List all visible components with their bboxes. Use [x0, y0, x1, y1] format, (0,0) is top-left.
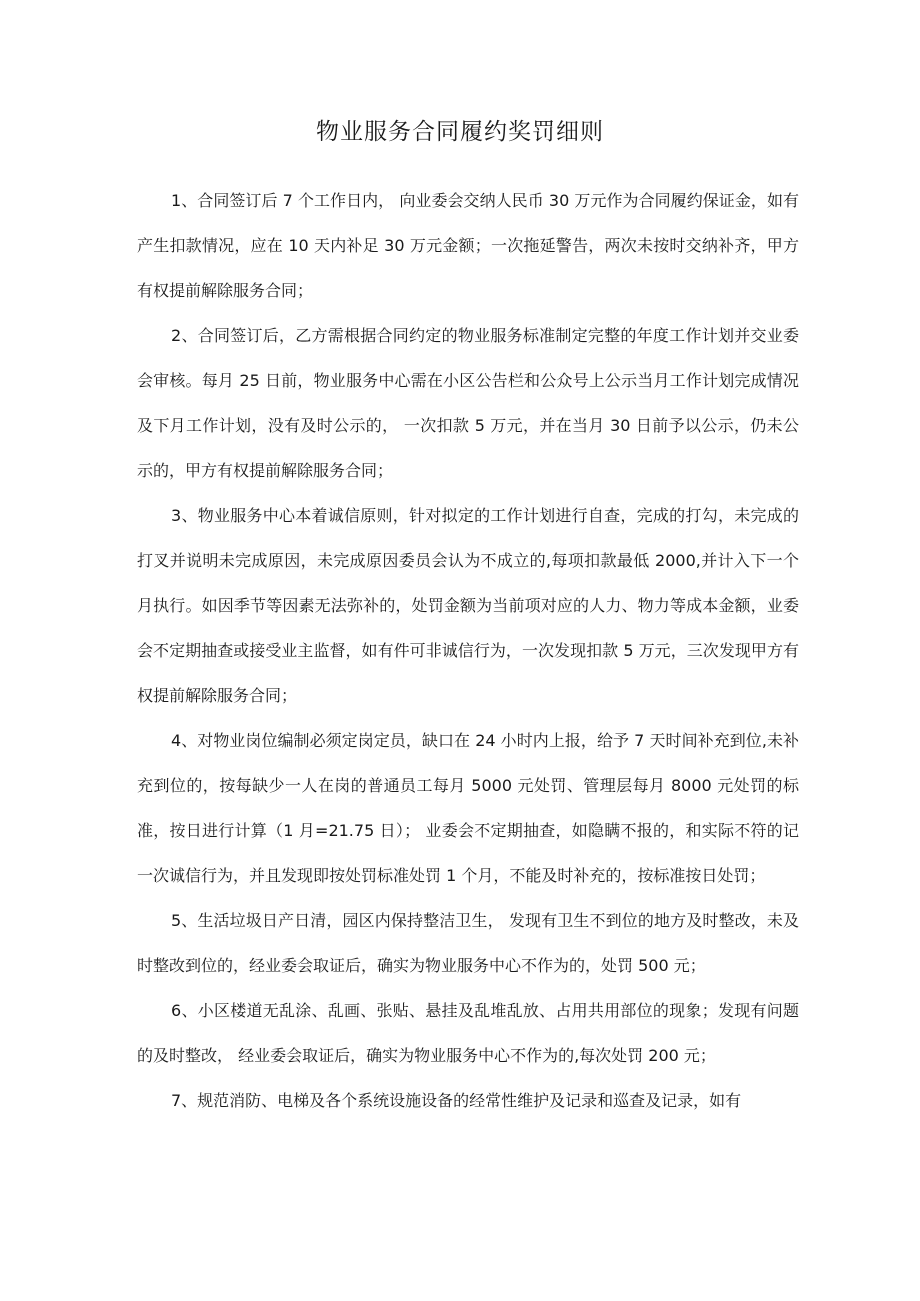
- clause-1: 1、合同签订后 7 个工作日内， 向业委会交纳人民币 30 万元作为合同履约保证金，如有产生扣款情况，应在 10 天内补足 30 万元金额；一次拖延警告，两次未按时交纳补齐，甲方有权提前解除服务合同；: [137, 191, 799, 300]
- clause-4: 4、对物业岗位编制必须定岗定员，缺口在 24 小时内上报，给予 7 天时间补充到位,未补充到位的，按每缺少一人在岗的普通员工每月 5000 元处罚、管理层每月 8000 元处罚的标准，按日进行计算（1 月=21.75 日）； 业委会不定期抽查，如隐瞒不报的，和实际不符的记一次诚信行为，并且发现即按处罚标准处罚 1 个月，不能及时补充的，按标准按日处罚；: [137, 731, 799, 885]
- clause-6: 6、小区楼道无乱涂、乱画、张贴、悬挂及乱堆乱放、占用共用部位的现象；发现有问题的及时整改， 经业委会取证后，确实为物业服务中心不作为的,每次处罚 200 元；: [137, 1001, 799, 1065]
- clause-2: 2、合同签订后，乙方需根据合同约定的物业服务标准制定完整的年度工作计划并交业委会审核。每月 25 日前，物业服务中心需在小区公告栏和公众号上公示当月工作计划完成情况及下月工作计划，没有及时公示的， 一次扣款 5 万元，并在当月 30 日前予以公示，仍未公示的，甲方有权提前解除服务合同；: [137, 326, 799, 480]
- page-title: 物业服务合同履约奖罚细则: [316, 119, 604, 145]
- clause-3: 3、物业服务中心本着诚信原则，针对拟定的工作计划进行自查，完成的打勾，未完成的打叉并说明未完成原因，未完成原因委员会认为不成立的,每项扣款最低 2000,并计入下一个月执行。如因季节等因素无法弥补的，处罚金额为当前项对应的人力、物力等成本金额，业委会不定期抽查或接受业主监督，如有件可非诚信行为，一次发现扣款 5 万元，三次发现甲方有权提前解除服务合同；: [137, 506, 799, 705]
- document-body: [137, 178, 799, 1123]
- clause-7: 7、规范消防、电梯及各个系统设施设备的经常性维护及记录和巡查及记录，如有: [171, 1091, 742, 1110]
- clause-5: 5、生活垃圾日产日清，园区内保持整洁卫生， 发现有卫生不到位的地方及时整改，未及时整改到位的，经业委会取证后，确实为物业服务中心不作为的，处罚 500 元；: [137, 911, 799, 975]
